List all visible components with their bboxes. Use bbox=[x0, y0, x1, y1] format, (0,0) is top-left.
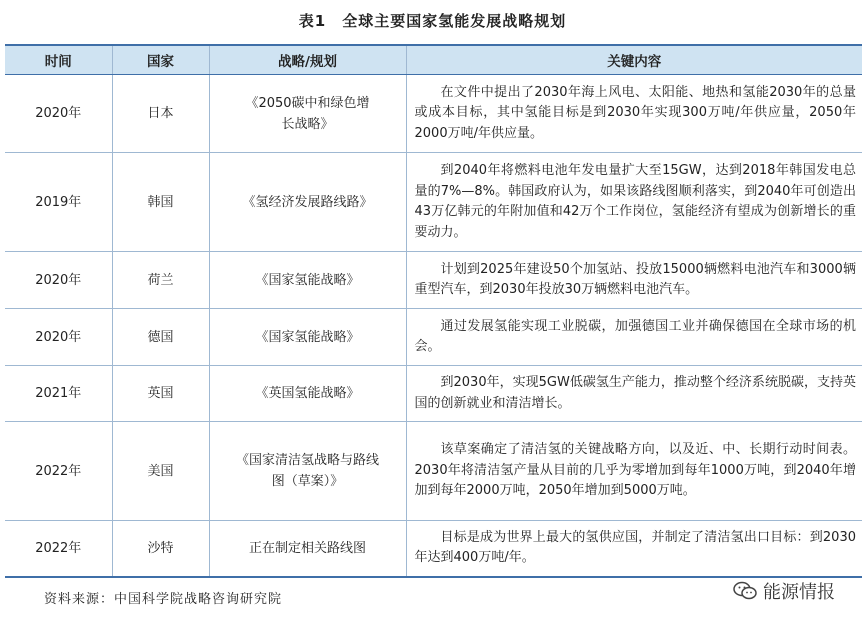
cell-strategy: 正在制定相关路线图 bbox=[209, 521, 406, 577]
table-title: 表1 全球主要国家氢能发展战略规划 bbox=[298, 12, 567, 30]
cell-strategy: 《国家氢能战略》 bbox=[209, 309, 406, 366]
header-content: 关键内容 bbox=[406, 45, 862, 75]
cell-year: 2020年 bbox=[5, 309, 112, 366]
cell-country: 荷兰 bbox=[112, 252, 209, 309]
wechat-icon bbox=[733, 580, 757, 602]
cell-country: 英国 bbox=[112, 366, 209, 422]
cell-content: 计划到2025年建设50个加氢站、投放15000辆燃料电池汽车和3000辆重型汽车，到2030年投放30万辆燃料电池汽车。 bbox=[406, 252, 862, 309]
cell-year: 2022年 bbox=[5, 422, 112, 521]
strategy-table bbox=[5, 44, 862, 578]
header-row bbox=[5, 45, 862, 75]
table-row bbox=[5, 75, 862, 153]
cell-strategy: 《氢经济发展路线路》 bbox=[209, 153, 406, 252]
source-note: 资料来源：中国科学院战略咨询研究院 bbox=[44, 592, 283, 607]
cell-content: 该草案确定了清洁氢的关键战略方向，以及近、中、长期行动时间表。2030年将清洁氢产量从目前的几乎为零增加到每年1000万吨，到2040年增加到每年2000万吨，2050年增加到5000万吨。 bbox=[406, 422, 862, 521]
brand-watermark bbox=[733, 578, 835, 604]
cell-strategy: 《2050碳中和绿色增长战略》 bbox=[209, 75, 406, 153]
cell-country: 沙特 bbox=[112, 521, 209, 577]
cell-strategy: 《英国氢能战略》 bbox=[209, 366, 406, 422]
cell-year: 2022年 bbox=[5, 521, 112, 577]
table-row bbox=[5, 521, 862, 577]
cell-content: 到2030年，实现5GW低碳氢生产能力，推动整个经济系统脱碳，支持英国的创新就业和清洁增长。 bbox=[406, 366, 862, 422]
table-row bbox=[5, 153, 862, 252]
cell-country: 韩国 bbox=[112, 153, 209, 252]
cell-country: 日本 bbox=[112, 75, 209, 153]
cell-content: 到2040年将燃料电池年发电量扩大至15GW，达到2018年韩国发电总量的7%—8%。韩国政府认为，如果该路线图顺利落实，到2040年可创造出43万亿韩元的年附加值和42万个工作岗位，氢能经济有望成为创新增长的重要动力。 bbox=[406, 153, 862, 252]
table-row bbox=[5, 366, 862, 422]
table-row bbox=[5, 309, 862, 366]
brand-name: 能源情报 bbox=[763, 582, 835, 603]
header-country: 国家 bbox=[112, 45, 209, 75]
cell-country: 德国 bbox=[112, 309, 209, 366]
cell-content: 目标是成为世界上最大的氢供应国，并制定了清洁氢出口目标：到2030年达到400万吨/年。 bbox=[406, 521, 862, 577]
cell-content: 通过发展氢能实现工业脱碳，加强德国工业并确保德国在全球市场的机会。 bbox=[406, 309, 862, 366]
cell-year: 2021年 bbox=[5, 366, 112, 422]
table-row bbox=[5, 252, 862, 309]
header-time: 时间 bbox=[5, 45, 112, 75]
cell-year: 2020年 bbox=[5, 252, 112, 309]
header-strategy: 战略/规划 bbox=[209, 45, 406, 75]
cell-strategy: 《国家氢能战略》 bbox=[209, 252, 406, 309]
table-row bbox=[5, 422, 862, 521]
cell-country: 美国 bbox=[112, 422, 209, 521]
cell-year: 2019年 bbox=[5, 153, 112, 252]
cell-strategy: 《国家清洁氢战略与路线图（草案）》 bbox=[209, 422, 406, 521]
cell-content: 在文件中提出了2030年海上风电、太阳能、地热和氢能2030年的总量或成本目标，其中氢能目标是到2030年实现300万吨/年供应量，2050年2000万吨/年供应量。 bbox=[406, 75, 862, 153]
cell-year: 2020年 bbox=[5, 75, 112, 153]
